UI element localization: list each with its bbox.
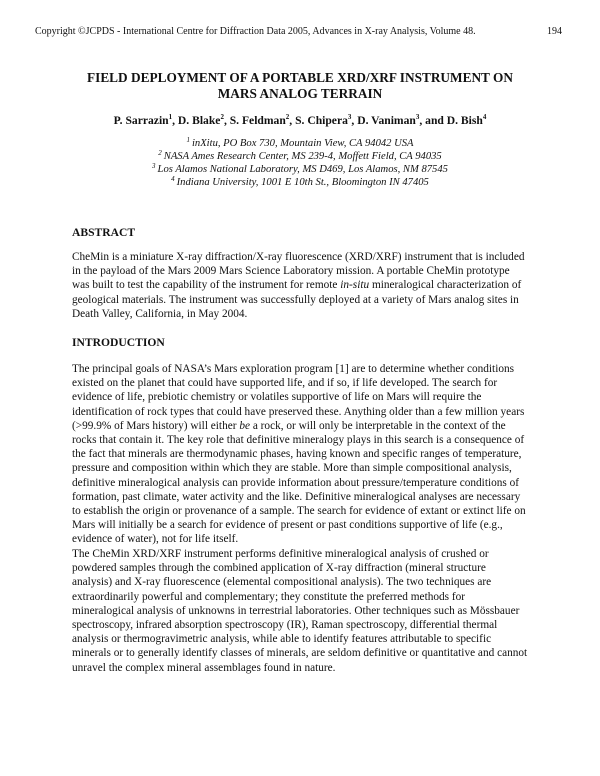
paper-title <box>60 70 540 101</box>
abstract-text-a: CheMin is a miniature X-ray diffraction/X-ray fluorescence (XRD/XRF) instrument that is included in the payload of the Mars 2009 Mars Science Laboratory mission. A portable CheMin prototype was built to test the capability of the instrument for remote <box>72 251 525 292</box>
intro-p1-b: a rock, or will only be interpretable in the context of the rocks that contain it. The key role that definitive mineralogy plays in this search is a consequence of the fact that minerals are thermodynamic phases, having known and specific ranges of temperature, pressure and composition within which they are stable. More than simple compositional analysis, definitive mineralogical analysis can provide information about pressure/temperature conditions of formation, past climate, water activity and the like. Definitive mineralogical analyses are necessary to establish the origin or provenance of a sample. The search for evidence of extant or extinct life on Mars will initially be a search for evidence of present or past conditions supportive of life (e.g., evidence of water), not for life itself. <box>72 419 526 546</box>
intro-p1-em: be <box>239 419 250 432</box>
abstract-text-b: mineralogical characterization of geological materials. The instrument was successfully deployed at a variety of Mars analog sites in Death Valley, California, in May 2004. <box>72 279 522 320</box>
running-header <box>35 26 562 37</box>
affil-num: 1 <box>186 136 190 144</box>
affiliation <box>100 148 500 164</box>
author: D. Bish <box>446 114 483 127</box>
abstract-text-em: in-situ <box>340 279 370 292</box>
affiliation <box>100 161 500 177</box>
affil-num: 4 <box>171 174 175 183</box>
author: P. Sarrazin <box>113 114 169 127</box>
author-affil-num: 4 <box>482 113 487 121</box>
author-affil-num: 3 <box>347 113 352 121</box>
intro-p1-a: The principal goals of NASA’s Mars exploration program [1] are to determine whether conditions existed on the planet that could have supported life, and if so, if life developed. The search for evidence of life, prebiotic chemistry or volatiles supportive of life on Mars will require the identification of rock types that could have preserved these. Anything older than a few million years (>99.9% of Mars history) will either <box>72 363 525 432</box>
affil-num: 3 <box>152 161 156 170</box>
introduction-heading: INTRODUCTION <box>72 336 165 349</box>
affiliation-list <box>100 138 500 190</box>
affil-text: inXitu, PO Box 730, Mountain View, CA 94042 USA <box>191 138 414 149</box>
intro-paragraph-2: The CheMin XRD/XRF instrument performs definitive mineralogical analysis of crushed or powdered samples through the combined application of X-ray diffraction (mineral structure analysis) and X-ray fluorescence (elemental compositional analysis). The two techniques are extraordinarily powerful and complementary; they constitute the preferred methods for mineralogical analysis of unknowns in terrestrial laboratories. Other techniques such as Mössbauer spectroscopy, infrared absorption spectroscopy (IR), Raman spectroscopy, differential thermal analysis or thermogravimetric analysis, while able to identify features attributable to specific minerals or to generally identify classes of minerals, are seldom definitive or quantitative and cannot unravel the complex mineral assemblages found in nature. <box>72 548 528 674</box>
copyright-line: Copyright ©JCPDS - International Centre for Diffraction Data 2005, Advances in X-ray Analysis, Volume 48. <box>35 26 476 37</box>
affil-text: NASA Ames Research Center, MS 239-4, Moffett Field, CA 94035 <box>163 150 442 162</box>
affil-text: Los Alamos National Laboratory, MS D469, Los Alamos, NM 87545 <box>157 163 448 175</box>
title-line-1: FIELD DEPLOYMENT OF A PORTABLE XRD/XRF INSTRUMENT ON <box>87 70 513 85</box>
author: D. Vaniman <box>357 114 416 127</box>
affiliation <box>100 174 500 190</box>
abstract-text <box>72 250 528 321</box>
author: D. Blake <box>177 114 221 127</box>
title-line-2: MARS ANALOG TERRAIN <box>217 85 383 101</box>
author-affil-num: 3 <box>415 113 420 121</box>
page-number: 194 <box>547 26 562 37</box>
author-list: P. Sarrazin$^1$, D. Blake$^2$, S. Feldman$^2$, S. Chipera$^3$, D. Vaniman$^3$, and D. Bish$^4$ <box>113 113 487 127</box>
author: S. Feldman <box>229 114 286 127</box>
author-affil-num: 2 <box>220 113 224 121</box>
author: S. Chipera <box>295 114 348 127</box>
intro-paragraph-1 <box>72 362 528 547</box>
affil-num: 2 <box>158 148 162 157</box>
abstract-heading: ABSTRACT <box>72 226 136 239</box>
affil-text: Indiana University, 1001 E 10th St., Bloomington IN 47405 <box>176 176 429 188</box>
author-affil-num: 2 <box>285 113 290 121</box>
author-affil-num: 1 <box>168 113 173 121</box>
